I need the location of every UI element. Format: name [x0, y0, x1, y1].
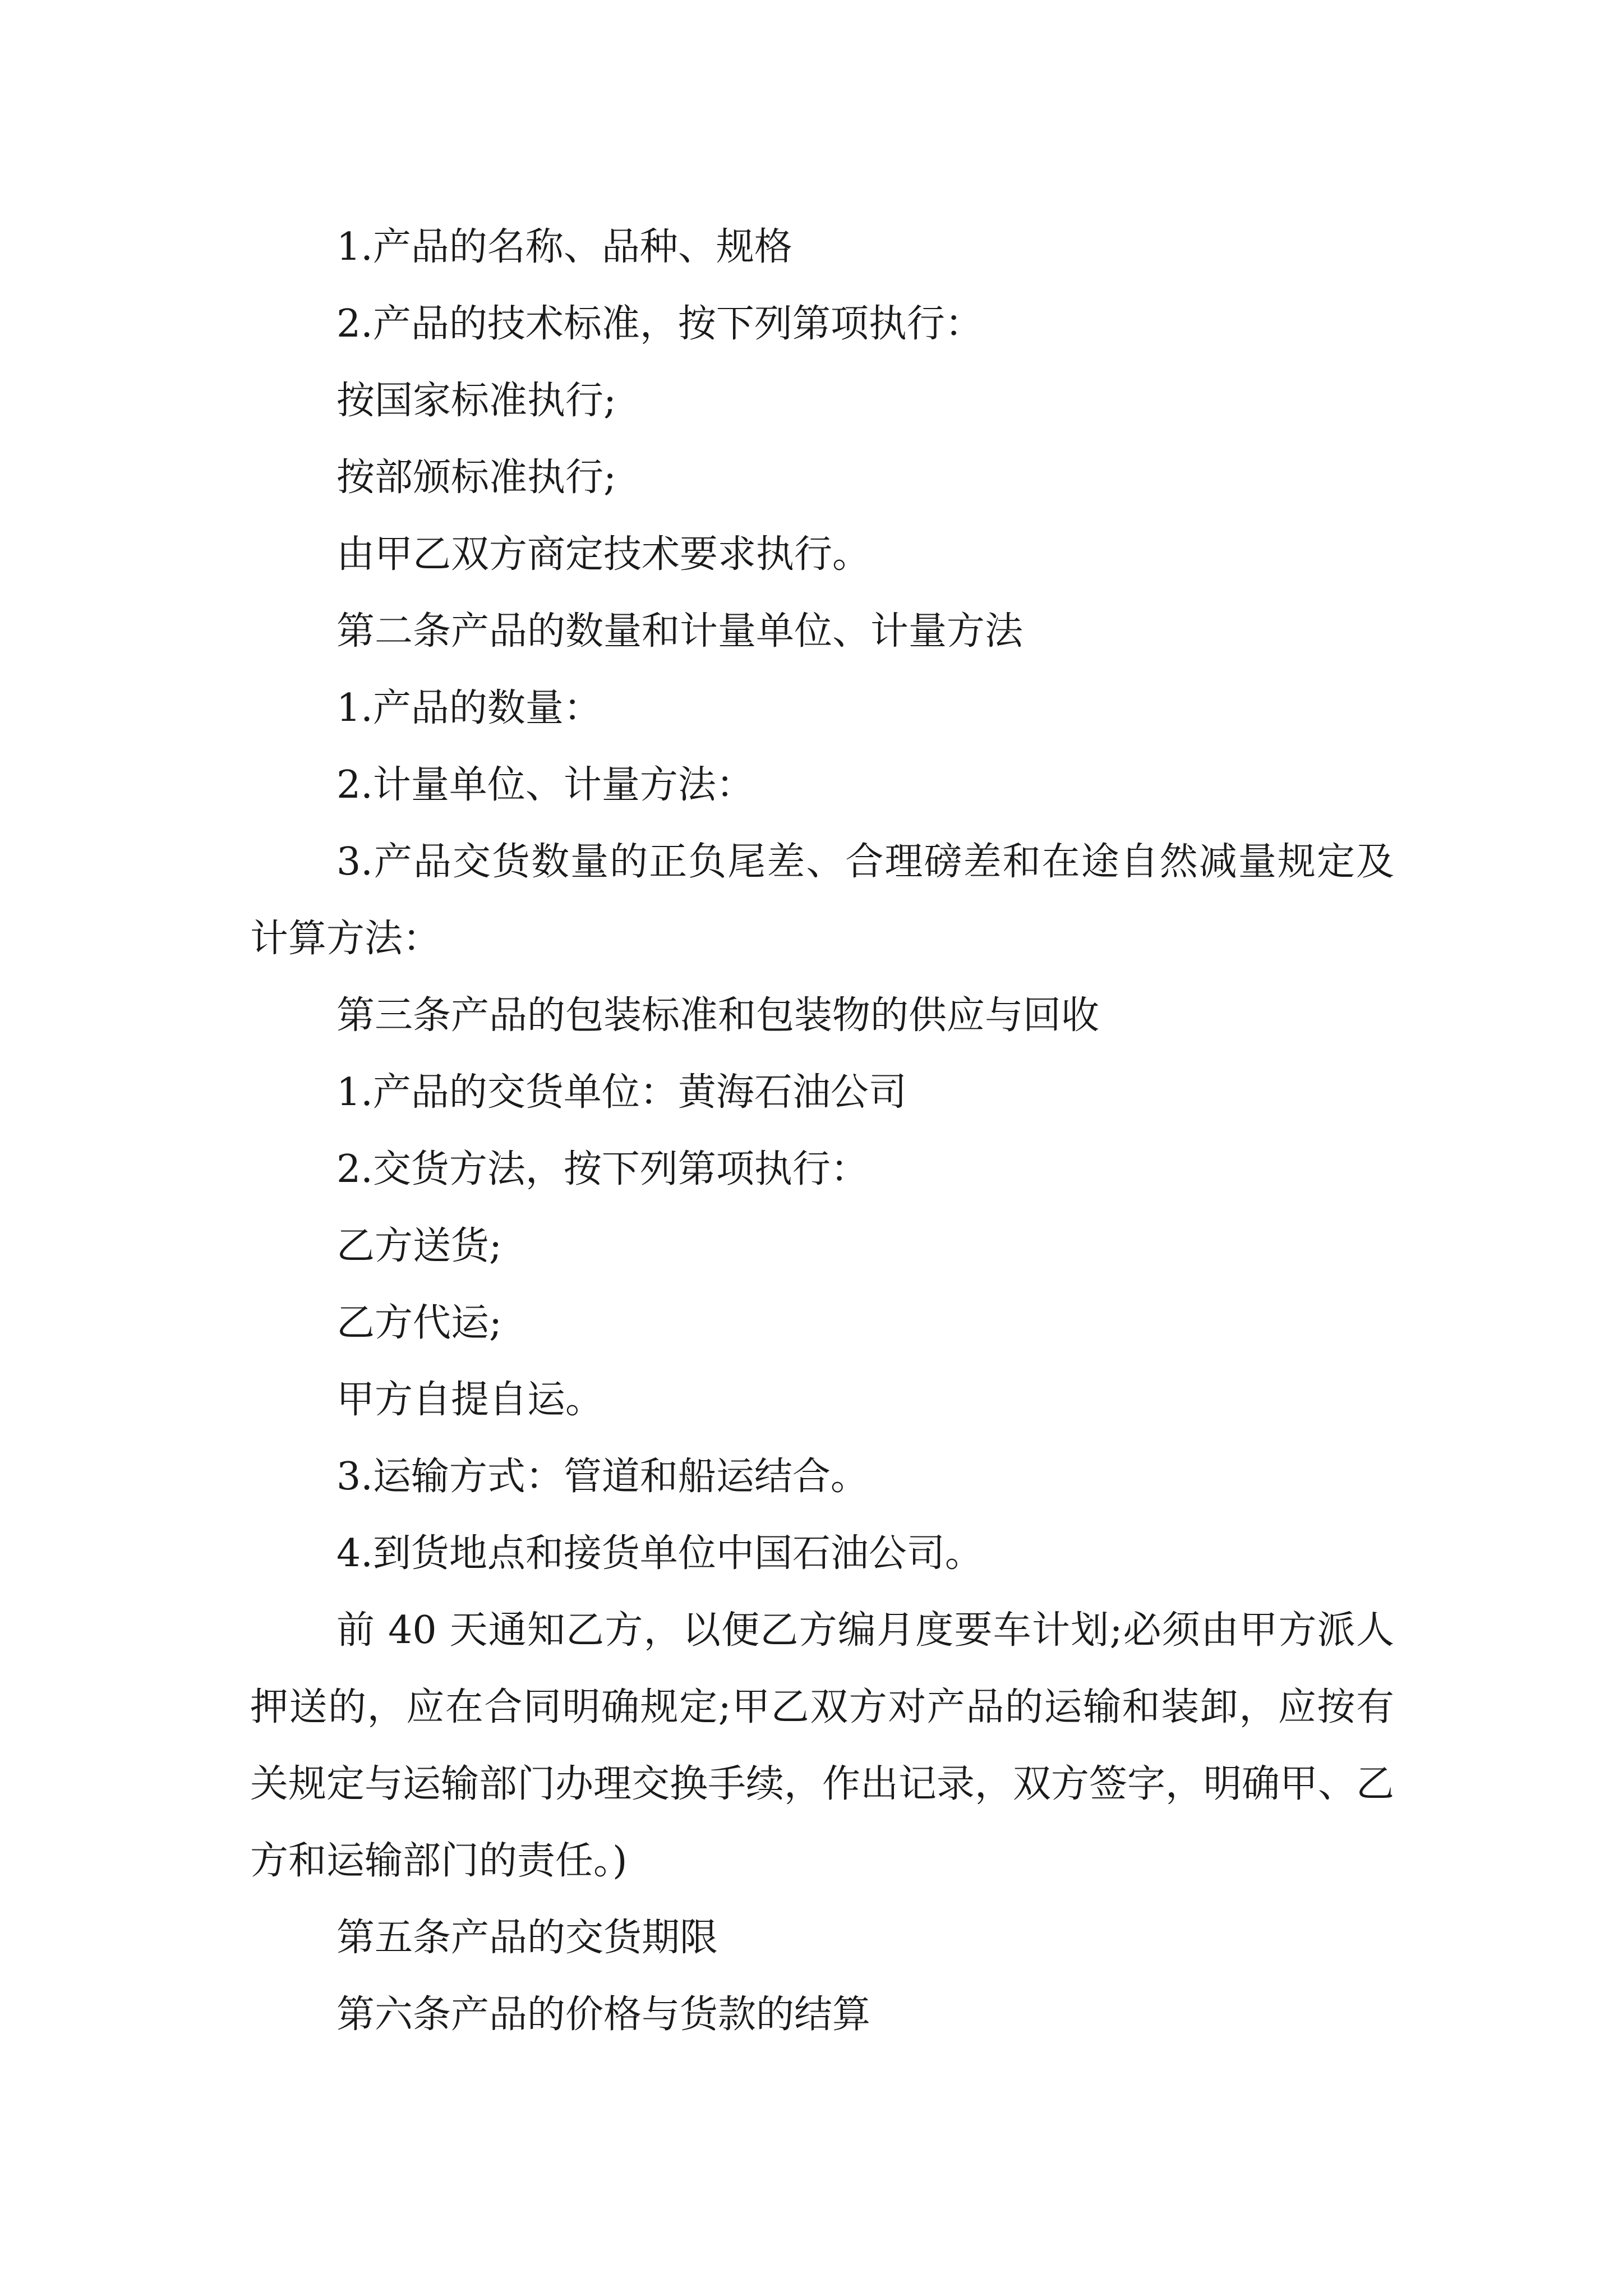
text-line: 甲方自提自运。 — [336, 1378, 604, 1422]
text-line: 1.产品的名称、品种、规格 — [336, 225, 792, 269]
text-line: 由甲乙双方商定技术要求执行。 — [336, 532, 871, 577]
section-heading: 第二条产品的数量和计量单位、计量方法 — [336, 609, 1023, 654]
section-heading: 第六条产品的价格与货款的结算 — [336, 1993, 871, 2037]
text-line: 1.产品的交货单位：黄海石油公司 — [336, 1070, 907, 1115]
text-line: 乙方送货; — [336, 1224, 502, 1268]
text-line: 2.计量单位、计量方法： — [336, 763, 754, 807]
text-line: 2.交货方法，按下列第项执行： — [336, 1147, 869, 1191]
text-line: 4.到货地点和接货单位中国石油公司。 — [336, 1531, 983, 1576]
text-line: 3.运输方式：管道和船运结合。 — [336, 1455, 869, 1499]
text-line: 乙方代运; — [336, 1301, 502, 1345]
text-line: 2.产品的技术标准，按下列第项执行： — [336, 302, 983, 346]
section-heading: 第五条产品的交货期限 — [336, 1916, 718, 1960]
section-heading: 第三条产品的包装标准和包装物的供应与回收 — [336, 993, 1100, 1038]
text-paragraph: 前 40 天通知乙方，以便乙方编月度要车计划;必须由甲方派人押送的，应在合同明确规定;甲乙双方对产品的运输和装卸，应按有关规定与运输部门办理交换手续，作出记录，双方签字，明确甲、乙方和运输部门的责任。) — [250, 1608, 1395, 1883]
document-body — [250, 209, 1394, 2053]
text-line: 按国家标准执行; — [336, 379, 616, 423]
text-line: 1.产品的数量： — [336, 686, 602, 730]
text-paragraph: 3.产品交货数量的正负尾差、合理磅差和在途自然减量规定及计算方法： — [250, 840, 1394, 961]
text-line: 按部颁标准执行; — [336, 455, 616, 500]
